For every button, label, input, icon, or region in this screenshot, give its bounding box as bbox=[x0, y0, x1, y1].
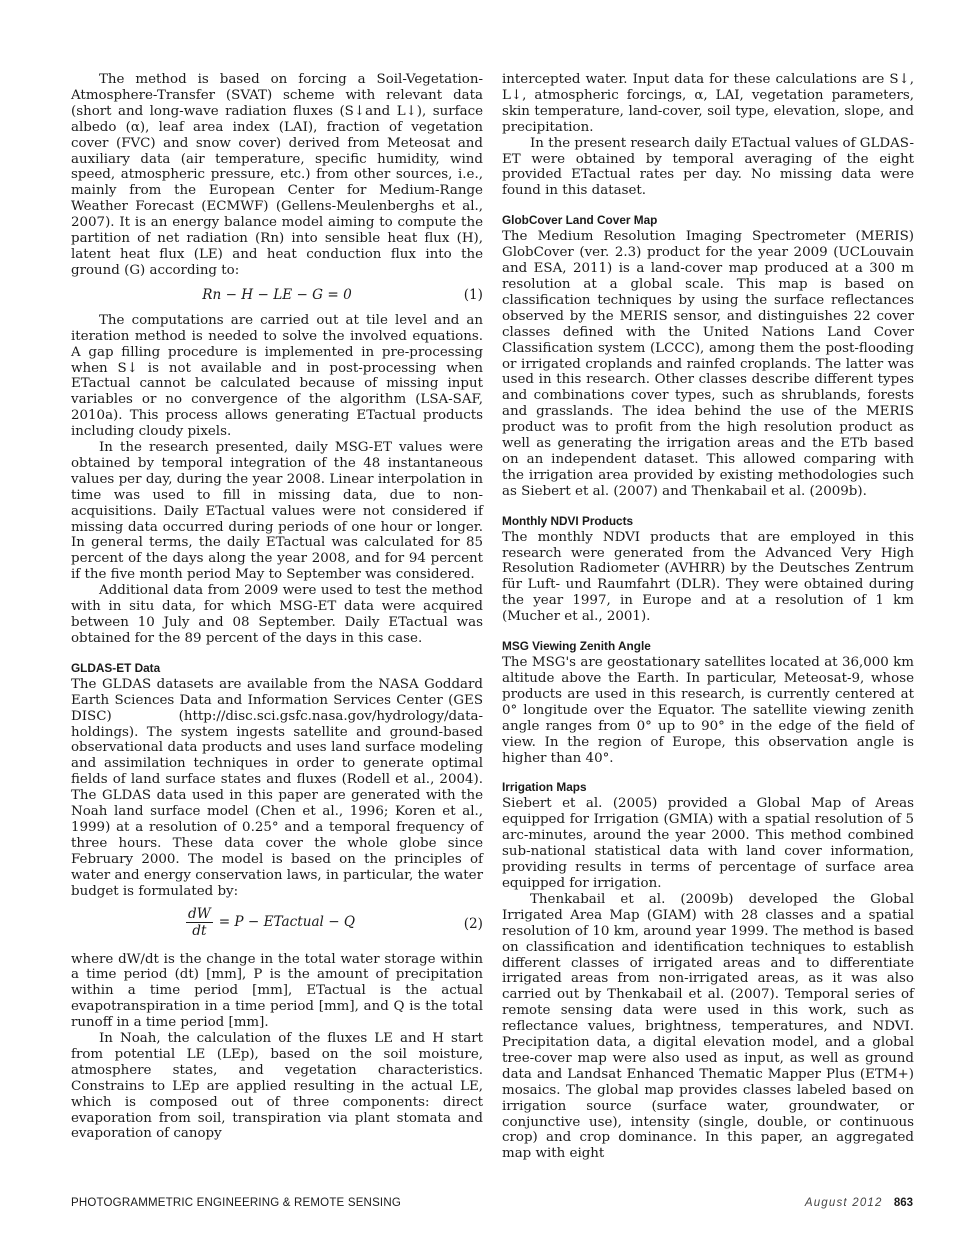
equation-1-number: (1) bbox=[463, 286, 483, 303]
section-heading-globcover: GlobCover Land Cover Map bbox=[502, 213, 658, 228]
paragraph: The monthly NDVI products that are employed in this research were generated from the Advanced Very High Resolution Radiometer (AVHRR) by the Deutsches Zentrum für Luft- und Raumfahrt (DLR). They were obtained during the year 1997, in Europe and at a resolution of 1 km (Mucher et al., 2001). bbox=[502, 529, 914, 625]
journal-name: PHOTOGRAMMETRIC ENGINEERING & REMOTE SENSING bbox=[71, 1197, 401, 1209]
page-footer bbox=[71, 1197, 913, 1213]
paragraph: where dW/dt is the change in the total water storage within a time period (dt) [mm], P is the amount of precipitation within a time period [mm], ETactual is the actual evapotranspiration in a time period [mm], and Q is the total runoff in a time period [mm]. bbox=[71, 951, 483, 1031]
equation-2-body bbox=[186, 906, 355, 939]
paragraph: The GLDAS datasets are available from the NASA Goddard Earth Sciences Data and Information Services Center (GES DISC) (http://disc.sci.gsfc.nasa.gov/hydrology/data-holdings). The system ingests satellite and ground-based observational data products and uses land surface modeling and assimilation techniques in order to generate optimal fields of land surface states and fluxes (Rodell et al., 2004). The GLDAS data used in this paper are generated with the Noah land surface model (Chen et al., 1996; Koren et al., 1999) at a resolution of 0.25° and a temporal frequency of three hours. These data cover the whole globe since February 2000. The model is based on the principles of water and energy conservation laws, in particular, the water budget is formulated by: bbox=[71, 676, 483, 899]
paragraph: Siebert et al. (2005) provided a Global Map of Areas equipped for Irrigation (GMIA) with a spatial resolution of 5 arc-minutes, around the year 2000. This method combined sub-national statistical data with land cover information, providing results in terms of percentage of surface area equipped for irrigation. bbox=[502, 796, 914, 891]
paragraph: The method is based on forcing a Soil-Vegetation-Atmosphere-Transfer (SVAT) scheme with relevant data (short and long-wave radiation fluxes (S↓and L↓), surface albedo (α), leaf area index (LAI), fraction of vegetation cover (FVC) and snow cover) derived from Meteosat and auxiliary data (air temperature, specific humidity, wind speed, atmospheric pressure, etc.) from other sources, i.e., mainly from the European Center for Medium-Range Weather Forecast (ECMWF) (Gellens-Meulenberghs et al., 2007). It is an energy balance model aiming to compute the partition of net radiation (Rn) into sensible heat flux (H), latent heat flux (LE) and heat conduction flux into the ground (G) according to: bbox=[71, 72, 483, 278]
equation-2-fraction bbox=[186, 906, 213, 939]
section-heading-ndvi: Monthly NDVI Products bbox=[502, 513, 634, 528]
equation-1-body: Rn − H − LE − G = 0 bbox=[202, 286, 352, 303]
paragraph: In the present research daily ETactual values of GLDAS-ET were obtained by temporal averaging of the eight provided ETactual rates per day. No missing data were found in this dataset. bbox=[502, 135, 914, 199]
equation-2 bbox=[71, 906, 483, 944]
paragraph: Thenkabail et al. (2009b) developed the Global Irrigated Area Map (GIAM) with 28 classes and a spatial resolution of 10 km, around year 1999. The method is based on classification and identification techniques to establish different classes of irrigated areas and to differentiate irrigated areas from non-irrigated areas, as it was also carried out by Thenkabail et al. (2007). Temporal series of remote sensing data were used in this work, such as reflectance values, brightness, temperatures, and NDVI. Precipitation data, a digital elevation model, and a global tree-cover map were also used as input, as well as ground data and Landsat Enhanced Thematic Mapper Plus (ETM+) mosaics. The global map provides classes labeled based on irrigation source (surface water, groundwater, or conjunctive use), intensity (single, double, or continuous crop) and crop dominance. In this paper, an aggregated map with eight bbox=[502, 891, 914, 1162]
section-heading-msg: MSG Viewing Zenith Angle bbox=[502, 639, 651, 654]
equation-1 bbox=[71, 285, 483, 305]
section-heading-irrigation: Irrigation Maps bbox=[502, 780, 587, 795]
paragraph: In Noah, the calculation of the fluxes LE and H start from potential LE (LEp), based on the soil moisture, atmosphere states, and vegetation characteristics. Constrains to LEp are applied resulting in the actual LE, which is composed out of three components: direct evaporation from soil, transpiration via plant stomata and evaporation of canopy bbox=[71, 1031, 483, 1142]
left-column bbox=[71, 72, 483, 1142]
equation-2-numerator: dW bbox=[188, 905, 211, 922]
paragraph: The Medium Resolution Imaging Spectrometer (MERIS) GlobCover (ver. 2.3) product for the year 2009 (UCLouvain and ESA, 2011) is a land-cover map produced at a 300 m resolution at a global scale. This map is based on classification techniques by using the surface reflectances observed by the MERIS sensor, and distinguishes 22 cover classes defined with the United Nations Land Cover Classification system (LCCC), among them the post-flooding or irrigated croplands and rainfed croplands. The latter was used in this research. Other classes describe different types and combinations cover types, such as shrublands, forests and grasslands. The idea behind the use of the MERIS product was to profit from the high resolution product as well as generating the irrigation areas and the ETb based on an independent dataset. This allowed comparing with the irrigation area provided by existing methodologies such as Siebert et al. (2007) and Thenkabail et al. (2009b). bbox=[502, 229, 914, 499]
paragraph: The computations are carried out at tile level and an iteration method is needed to solve the involved equations. A gap filling procedure is implemented in pre-processing when S↓ is not available and in post-processing when ETactual cannot be calculated because of missing input variables or no convergence of the algorithm (LSA-SAF, 2010a). This process allows generating ETactual products including cloudy pixels. bbox=[71, 312, 483, 440]
footer-right bbox=[805, 1197, 913, 1209]
equation-2-rhs: = P − ETactual − Q bbox=[218, 914, 356, 930]
paragraph: Additional data from 2009 were used to test the method with in situ data, for which MSG-ET data were acquired between 10 July and 08 September. Daily ETactual was obtained for the 89 percent of the days in this case. bbox=[71, 583, 483, 646]
page-number: 863 bbox=[893, 1197, 913, 1209]
equation-2-denominator: dt bbox=[192, 922, 207, 939]
paragraph: In the research presented, daily MSG-ET values were obtained by temporal integration of the 48 instantaneous values per day, during the year 2008. Linear interpolation in time was used to fill in missing data, due to non-acquisitions. Daily ETactual values were not considered if missing data occurred during periods of one hour or longer. In general terms, the daily ETactual was calculated for 85 percent of the days along the year 2008, and for 94 percent if the five month period May to September was considered. bbox=[71, 440, 483, 583]
equation-2-number: (2) bbox=[463, 915, 483, 932]
section-heading-gldas: GLDAS-ET Data bbox=[71, 660, 161, 675]
issue-date: August 2012 bbox=[804, 1197, 883, 1209]
right-column bbox=[502, 72, 914, 1162]
paragraph: intercepted water. Input data for these calculations are S↓, L↓, atmospheric forcings, α, LAI, vegetation parameters, skin temperature, land-cover, soil type, elevation, slope, and precipitation. bbox=[502, 72, 914, 135]
paragraph: The MSG's are geostationary satellites located at 36,000 km altitude above the Earth. In particular, Meteosat-9, whose products are used in this research, is currently centered at 0° longitude over the Equator. The satellite viewing zenith angle ranges from 0° up to 90° in the edge of the field of view. In the region of Europe, this observation angle is higher than 40°. bbox=[502, 655, 914, 766]
